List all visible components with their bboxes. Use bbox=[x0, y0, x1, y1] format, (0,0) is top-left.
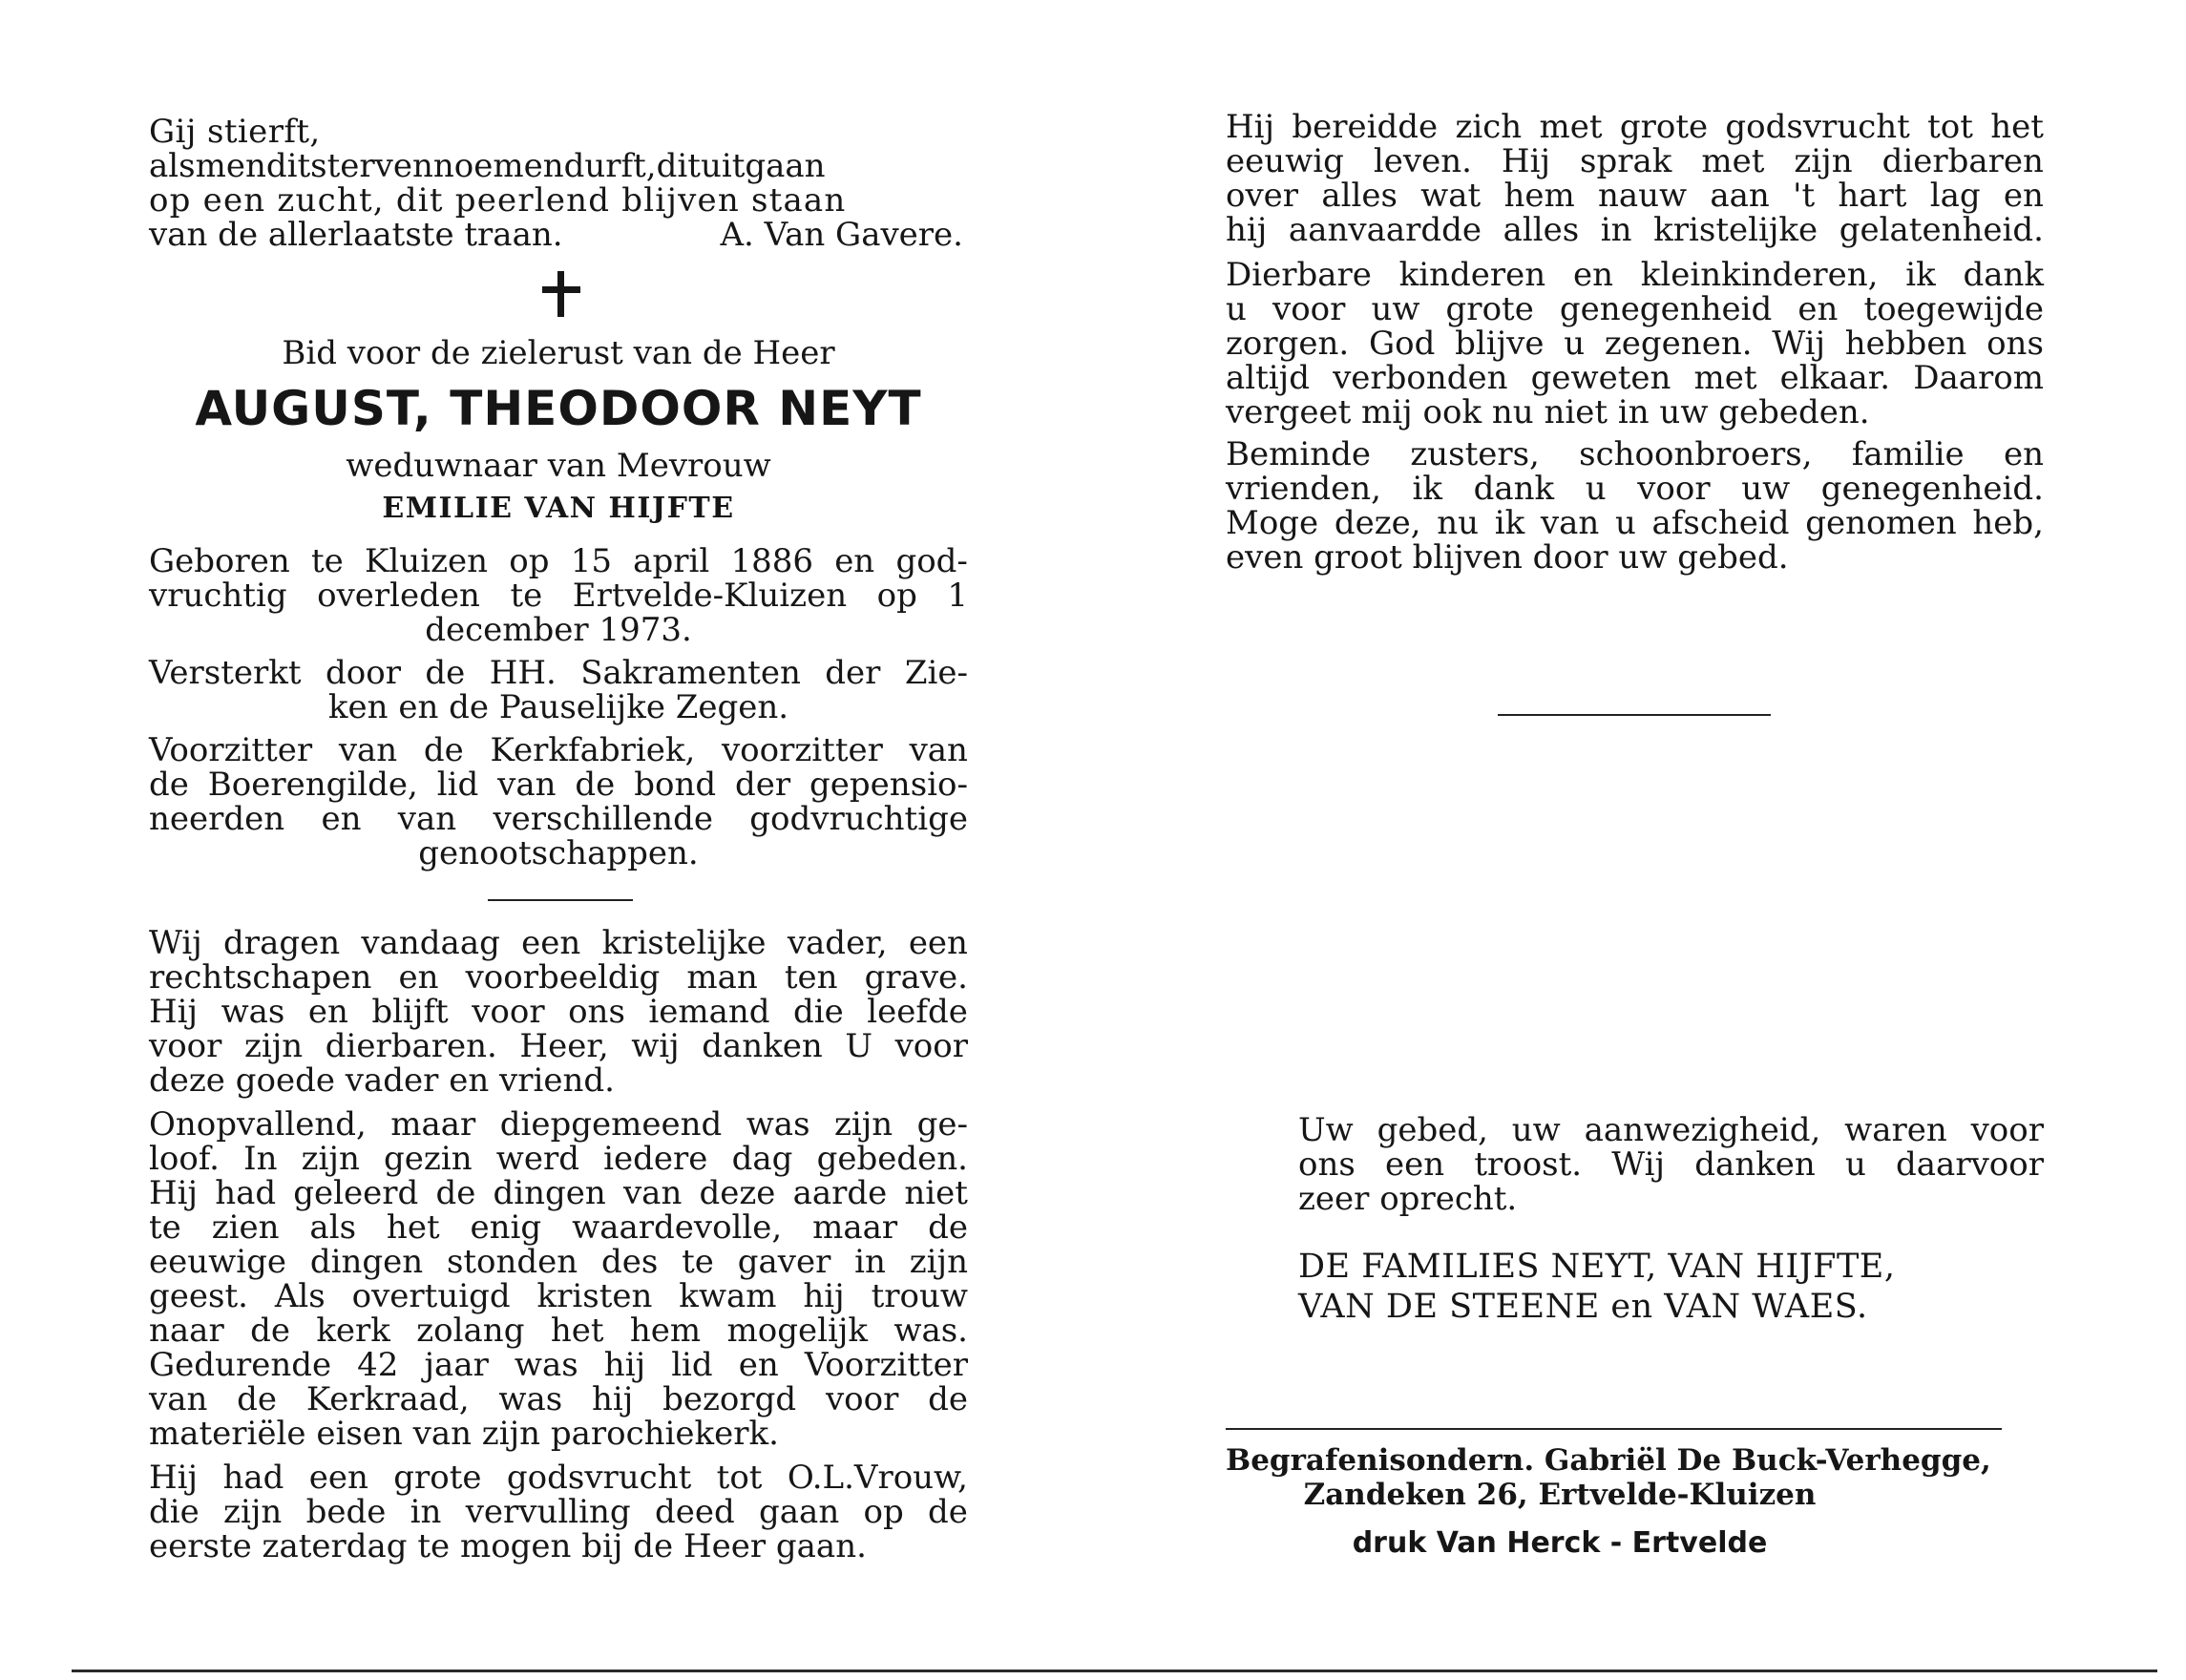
text-line: geest. Als overtuigd kristen kwam hij trouw bbox=[149, 1277, 968, 1315]
poem bbox=[149, 115, 968, 252]
text-line: Zandeken 26, Ertvelde-Kluizen bbox=[1303, 1478, 1817, 1512]
text-line: DE FAMILIES NEYT, VAN HIJFTE, bbox=[1298, 1248, 1896, 1286]
text-line: genootschappen. bbox=[418, 834, 699, 872]
text-line: Beminde zusters, schoonbroers, familie en bbox=[1226, 435, 2044, 473]
text-line: december 1973. bbox=[425, 611, 692, 649]
poem-line: op een zucht, dit peerlend blijven staan bbox=[149, 181, 847, 220]
text-line: Voorzitter van de Kerkfabriek, voorzitter van bbox=[149, 731, 968, 769]
text-line: die zijn bede in vervulling deed gaan op de bbox=[149, 1493, 968, 1531]
divider bbox=[488, 899, 633, 901]
text-line: deze goede vader en vriend. bbox=[149, 1061, 615, 1100]
text-line: ken en de Pauselijke Zegen. bbox=[327, 688, 789, 726]
poem-line: Gij stierft, bbox=[149, 113, 321, 151]
widower-of: weduwnaar van Mevrouw bbox=[346, 447, 771, 485]
divider bbox=[1226, 1428, 2002, 1430]
text-line: hij aanvaardde alles in kristelijke gelatenheid. bbox=[1226, 211, 2044, 249]
text-line: Hij had geleerd de dingen van deze aarde niet bbox=[149, 1174, 968, 1212]
text-line: van de Kerkraad, was hij bezorgd voor de bbox=[149, 1380, 968, 1418]
sacraments-paragraph bbox=[149, 656, 968, 724]
birth-death-paragraph bbox=[149, 544, 968, 647]
paragraph-family bbox=[1226, 437, 2044, 575]
cross-icon bbox=[542, 271, 580, 317]
text-line: Hij had een grote godsvrucht tot O.L.Vrouw, bbox=[149, 1459, 968, 1497]
divider bbox=[1498, 714, 1771, 716]
text-line: vergeet mij ook nu niet in uw gebeden. bbox=[1226, 393, 1870, 431]
paragraph-eternal-life bbox=[1226, 110, 2044, 247]
text-line: vruchtig overleden te Ertvelde-Kluizen op 1 bbox=[149, 577, 968, 615]
text-line: vrienden, ik dank u voor uw genegenheid. bbox=[1226, 470, 2044, 508]
text-line: loof. In zijn gezin werd iedere dag gebeden. bbox=[149, 1140, 968, 1178]
thanks-paragraph bbox=[1298, 1113, 2044, 1216]
text-line: zeer oprecht. bbox=[1298, 1180, 1518, 1218]
text-line: Hij bereidde zich met grote godsvrucht tot het bbox=[1226, 108, 2044, 146]
text-line: even groot blijven door uw gebed. bbox=[1226, 538, 1789, 577]
families-signature bbox=[1298, 1247, 1986, 1327]
paragraph-faith bbox=[149, 1107, 968, 1451]
text-line: ons een troost. Wij danken u daarvoor bbox=[1298, 1145, 2044, 1184]
text-line: Uw gebed, uw aanwezigheid, waren voor bbox=[1298, 1111, 2044, 1149]
paragraph-father bbox=[149, 926, 968, 1098]
deceased-name: AUGUST, THEODOOR NEYT bbox=[195, 381, 922, 436]
functions-paragraph bbox=[149, 733, 968, 871]
text-line: eerste zaterdag te mogen bij de Heer gaan. bbox=[149, 1527, 867, 1565]
text-line: Geboren te Kluizen op 15 april 1886 en god- bbox=[149, 542, 968, 580]
text-line: neerden en van verschillende godvruchtige bbox=[149, 800, 968, 838]
poem-author: A. Van Gavere. bbox=[720, 216, 963, 254]
text-line: Begrafenisondern. Gabriël De Buck-Verhegge, bbox=[1226, 1443, 1991, 1478]
text-line: de Boerengilde, lid van de bond der gepensio- bbox=[149, 766, 968, 804]
text-line: rechtschapen en voorbeeldig man ten grave. bbox=[149, 958, 968, 997]
text-line: Gedurende 42 jaar was hij lid en Voorzitter bbox=[149, 1346, 968, 1384]
text-line: u voor uw grote genegenheid en toegewijde bbox=[1226, 290, 2044, 328]
text-line: over alles wat hem nauw aan 't hart lag en bbox=[1226, 177, 2044, 215]
paragraph-devotion bbox=[149, 1460, 968, 1564]
poem-line: alsmenditstervennoemendurft,dituitgaan bbox=[149, 147, 826, 185]
printer-credit: druk Van Herck - Ertvelde bbox=[1352, 1526, 1768, 1560]
text-line: voor zijn dierbaren. Heer, wij danken U voor bbox=[149, 1027, 968, 1065]
text-line: Wij dragen vandaag een kristelijke vader, een bbox=[149, 924, 968, 962]
text-line: altijd verbonden geweten met elkaar. Daarom bbox=[1226, 359, 2044, 397]
poem-last-line bbox=[149, 218, 965, 252]
prayer-intro: Bid voor de zielerust van de Heer bbox=[282, 334, 835, 372]
text-line: materiële eisen van zijn parochiekerk. bbox=[149, 1415, 779, 1453]
text-line: zorgen. God blijve u zegenen. Wij hebben ons bbox=[1226, 325, 2044, 363]
text-line: te zien als het enig waardevolle, maar de bbox=[149, 1208, 968, 1247]
undertaker bbox=[1226, 1443, 2044, 1512]
text-line: eeuwige dingen stonden des te gaver in zijn bbox=[149, 1243, 968, 1281]
card-edge-line bbox=[72, 1670, 2157, 1672]
text-line: Moge deze, nu ik van u afscheid genomen heb, bbox=[1226, 504, 2044, 542]
text-line: naar de kerk zolang het hem mogelijk was. bbox=[149, 1312, 968, 1350]
text-line: VAN DE STEENE en VAN WAES. bbox=[1298, 1288, 1868, 1326]
text-line: Dierbare kinderen en kleinkinderen, ik dank bbox=[1226, 256, 2044, 294]
text-line: eeuwig leven. Hij sprak met zijn dierbaren bbox=[1226, 142, 2044, 180]
text-line: Onopvallend, maar diepgemeend was zijn ge- bbox=[149, 1105, 968, 1144]
text-line: Versterkt door de HH. Sakramenten der Zie- bbox=[149, 654, 968, 692]
poem-line: van de allerlaatste traan. bbox=[149, 216, 563, 254]
spouse-name: EMILIE VAN HIJFTE bbox=[382, 492, 735, 525]
text-line: Hij was en blijft voor ons iemand die leefde bbox=[149, 993, 968, 1031]
paragraph-children bbox=[1226, 258, 2044, 430]
